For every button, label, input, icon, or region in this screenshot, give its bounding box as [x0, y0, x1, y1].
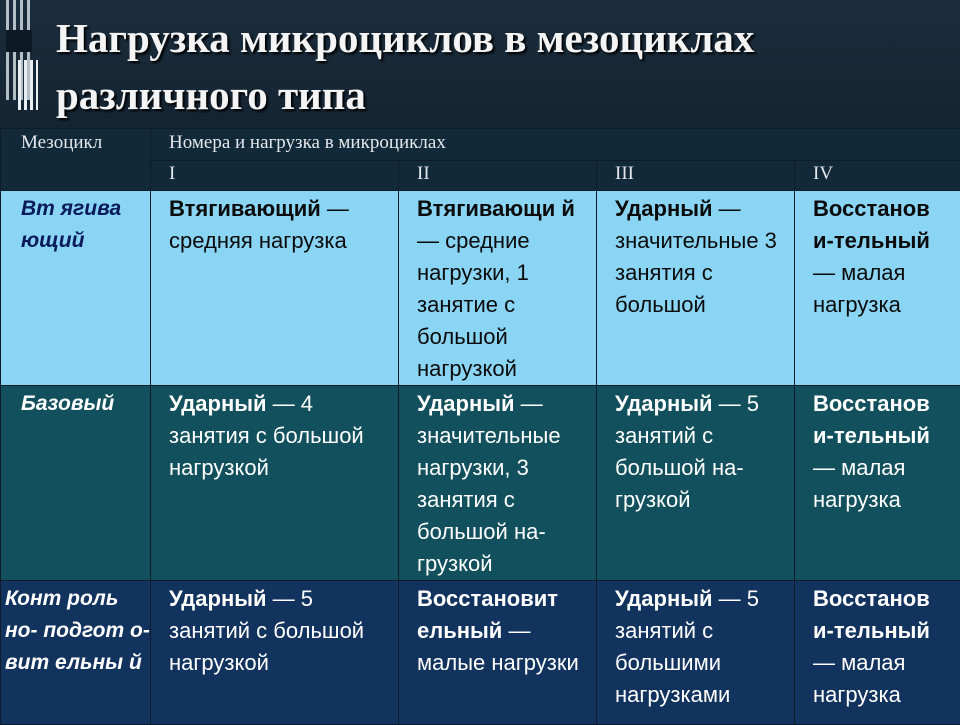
- header-number-2: II: [399, 161, 597, 191]
- table-row: [1, 191, 960, 386]
- header-microcycles: Номера и нагрузка в микроциклах: [151, 129, 960, 161]
- microcycle-load-table: [0, 128, 960, 725]
- header-mesocycle: Мезоцикл: [1, 129, 151, 191]
- table-cell: Втягивающи й — средние нагрузки, 1 занятие с большой нагрузкой: [399, 191, 596, 385]
- row-name: Базовый: [1, 386, 150, 420]
- header-number-1: I: [151, 161, 399, 191]
- slide-title: Нагрузка микроциклов в мезоциклах различного типа: [56, 10, 936, 124]
- table-cell: Ударный — значительные 3 занятия с большой: [597, 191, 794, 321]
- table-cell: Ударный — значительные нагрузки, 3 занятия с большой на-грузкой: [399, 386, 596, 580]
- table-row: [1, 581, 960, 725]
- table-cell: Ударный — 5 занятий с большой нагрузкой: [151, 581, 398, 679]
- table-cell: Восстанов и-тельный — малая нагрузка: [795, 191, 960, 321]
- header-number-4: IV: [795, 161, 960, 191]
- table-cell: Ударный — 5 занятий с большими нагрузками: [597, 581, 794, 711]
- decorative-bars: [18, 60, 38, 110]
- row-name: Вт ягива ющий: [1, 191, 150, 257]
- table-cell: Восстанов и-тельный — малая нагрузка: [795, 581, 960, 711]
- header-number-3: III: [597, 161, 795, 191]
- table-row: [1, 386, 960, 581]
- table-cell: Ударный — 4 занятия с большой нагрузкой: [151, 386, 398, 484]
- row-name: Конт роль но- подгот о- вит ельны й: [1, 581, 150, 679]
- table-cell: Восстановит ельный — малые нагрузки: [399, 581, 596, 679]
- table-cell: Втягивающий — средняя нагрузка: [151, 191, 398, 257]
- table-cell: Ударный — 5 занятий с большой на-грузкой: [597, 386, 794, 516]
- table-cell: Восстанов и-тельный — малая нагрузка: [795, 386, 960, 516]
